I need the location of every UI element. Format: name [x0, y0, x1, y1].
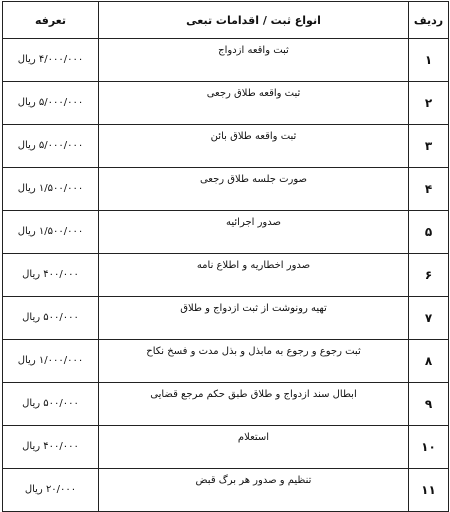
row-fee: ۱/۵۰۰/۰۰۰ ریال [3, 211, 99, 254]
row-number: ۱ [409, 39, 449, 82]
row-fee: ۱/۵۰۰/۰۰۰ ریال [3, 168, 99, 211]
table-row [3, 297, 449, 340]
row-fee: ۵۰۰/۰۰۰ ریال [3, 383, 99, 426]
table-header [3, 2, 449, 39]
row-number: ۱۱ [409, 469, 449, 512]
row-fee: ۵۰۰/۰۰۰ ریال [3, 297, 99, 340]
row-number: ۵ [409, 211, 449, 254]
table-row [3, 426, 449, 469]
row-description: تهیه رونوشت از ثبت ازدواج و طلاق [99, 297, 409, 340]
table-row [3, 254, 449, 297]
row-description: صدور اخطاریه و اطلاع نامه [99, 254, 409, 297]
table-row [3, 125, 449, 168]
table-row [3, 82, 449, 125]
row-number: ۲ [409, 82, 449, 125]
row-description: ثبت واقعه طلاق رجعی [99, 82, 409, 125]
row-number: ۱۰ [409, 426, 449, 469]
table-row [3, 168, 449, 211]
table-row [3, 340, 449, 383]
header-row [3, 2, 449, 39]
row-number: ۳ [409, 125, 449, 168]
row-description: ثبت واقعه طلاق بائن [99, 125, 409, 168]
row-fee: ۴۰۰/۰۰۰ ریال [3, 254, 99, 297]
table-row [3, 211, 449, 254]
row-fee: ۴/۰۰۰/۰۰۰ ریال [3, 39, 99, 82]
row-fee: ۴۰۰/۰۰۰ ریال [3, 426, 99, 469]
header-fee: تعرفه [3, 2, 99, 39]
row-description: صورت جلسه طلاق رجعی [99, 168, 409, 211]
table-row [3, 469, 449, 512]
row-number: ۹ [409, 383, 449, 426]
table-row [3, 383, 449, 426]
row-number: ۶ [409, 254, 449, 297]
row-number: ۴ [409, 168, 449, 211]
row-number: ۸ [409, 340, 449, 383]
table-row [3, 39, 449, 82]
row-description: استعلام [99, 426, 409, 469]
row-description: ثبت رجوع و رجوع به مابذل و بذل مدت و فسخ نکاح [99, 340, 409, 383]
table-body [3, 39, 449, 512]
row-description: صدور اجرائیه [99, 211, 409, 254]
row-description: تنظیم و صدور هر برگ قبض [99, 469, 409, 512]
header-service-type: انواع ثبت / اقدامات تبعی [99, 2, 409, 39]
header-row-label: ردیف [409, 2, 449, 39]
row-description: ثبت واقعه ازدواج [99, 39, 409, 82]
fee-schedule-table [2, 1, 449, 512]
row-fee: ۱/۰۰۰/۰۰۰ ریال [3, 340, 99, 383]
row-number: ۷ [409, 297, 449, 340]
row-fee: ۵/۰۰۰/۰۰۰ ریال [3, 125, 99, 168]
row-fee: ۲۰/۰۰۰ ریال [3, 469, 99, 512]
row-description: ابطال سند ازدواج و طلاق طبق حکم مرجع قضایی [99, 383, 409, 426]
row-fee: ۵/۰۰۰/۰۰۰ ریال [3, 82, 99, 125]
